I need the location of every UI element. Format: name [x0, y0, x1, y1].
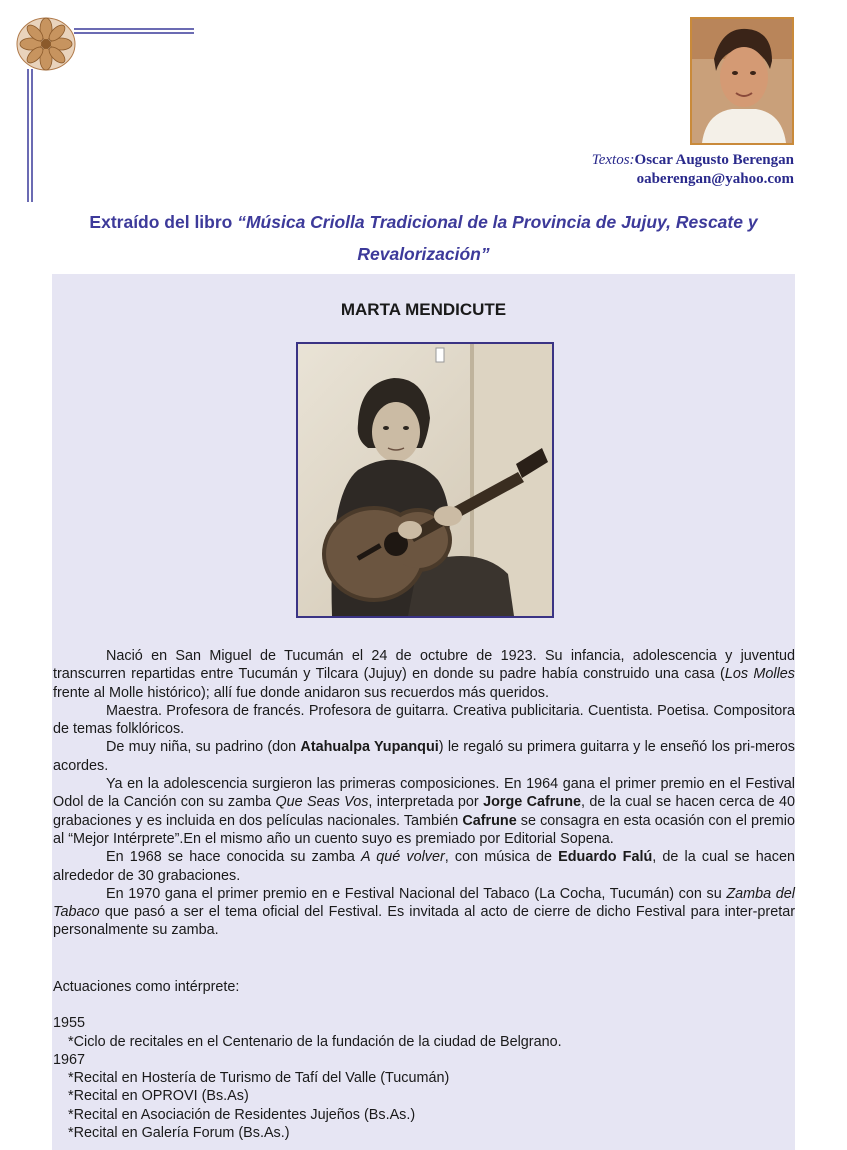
- list-item: *Recital en OPROVI (Bs.As): [68, 1088, 249, 1105]
- text-run: , con música de: [444, 849, 559, 866]
- performances-heading: Actuaciones como intérprete:: [53, 979, 240, 995]
- text-run: ) le regaló su primera guitarra y le enseñó los pri-meros acordes.: [53, 739, 795, 774]
- text-run: De muy niña, su padrino (don: [106, 739, 301, 756]
- text-run: que pasó a ser el tema oficial del Festival. Es invitada al acto de cierre de dicho Festival para inter-pretar personalmente su zamba.: [53, 904, 795, 939]
- rosette-icon: [15, 16, 77, 72]
- text-run-italic: Zamba del Tabaco: [53, 885, 795, 921]
- source-prefix: Extraído del libro: [89, 212, 238, 232]
- author-name: Oscar Augusto Berengan: [634, 152, 794, 168]
- text-run: , interpretada por: [368, 794, 484, 811]
- article-body: [53, 647, 795, 940]
- list-item: *Recital en Asociación de Residentes Jujeños (Bs.As.): [68, 1106, 416, 1123]
- year-label: 1955: [53, 1015, 86, 1032]
- paragraph-professions: Maestra. Profesora de francés. Profesora de guitarra. Creativa publicitaria. Cuentista. Poetisa. Compositora de temas folklóricos.: [53, 702, 795, 738]
- portrait-photo: [296, 342, 554, 618]
- author-email[interactable]: oaberengan@yahoo.com: [636, 171, 794, 187]
- author-credit: [592, 151, 794, 189]
- text-run: , de la cual se hacen alrededor de 30 grabaciones.: [53, 849, 795, 884]
- text-run-bold: Atahualpa Yupanqui: [300, 739, 439, 756]
- text-run-bold: Jorge Cafrune: [483, 794, 581, 811]
- paragraph-1970: [53, 885, 795, 940]
- text-run-bold: Eduardo Falú: [558, 849, 653, 866]
- list-item: *Recital en Galería Forum (Bs.As.): [68, 1125, 290, 1142]
- paragraph-godfather: [53, 738, 795, 775]
- text-run: En 1968 se hace conocida su zamba: [106, 849, 362, 866]
- paragraph-1964: [53, 775, 795, 848]
- source-line: [52, 206, 795, 270]
- text-run: Nació en San Miguel de Tucumán el 24 de octubre de 1923. Su infancia, adolescencia y juventud transcurren repartidas entre Tucumán y Tilcara (Jujuy) en donde su padre había construido una casa (: [53, 648, 795, 683]
- paragraph-1968: [53, 848, 795, 885]
- text-run: se consagra en esta ocasión con el premio al “Mejor Intérprete”.En el mismo año un cuento suyo es premiado por Editorial Sopena.: [53, 812, 795, 847]
- text-run: En 1970 gana el primer premio en e Festival Nacional del Tabaco (La Cocha, Tucumán) con su: [106, 885, 727, 902]
- article-panel: [52, 274, 795, 1150]
- year-label: 1967: [53, 1051, 86, 1068]
- text-run: frente al Molle histórico); allí fue donde anidaron sus recuerdos más queridos.: [53, 684, 549, 701]
- article-title: MARTA MENDICUTE: [340, 300, 507, 319]
- author-photo: [690, 17, 794, 145]
- performances-list: [53, 978, 795, 1142]
- text-run-italic: Que Seas Vos: [275, 794, 369, 811]
- list-item: *Ciclo de recitales en el Centenario de la fundación de la ciudad de Belgrano.: [68, 1033, 562, 1050]
- paragraph-birth: [53, 647, 795, 702]
- list-item: *Recital en Hostería de Turismo de Tafí del Valle (Tucumán): [68, 1070, 450, 1087]
- author-label: Textos:: [591, 152, 635, 168]
- text-run-italic: Los Molles: [724, 666, 795, 683]
- text-run: , de la cual se hacen cerca de 40 grabaciones y es incluida en dos películas nacionales. También: [53, 794, 796, 829]
- text-run: Ya en la adolescencia surgieron las primeras composiciones. En 1964 gana el primer premio en el Festival Odol de la Canción con su zamba: [53, 776, 795, 811]
- book-title: “Música Criolla Tradicional de la Provincia de Jujuy, Rescate y Revalorización”: [237, 212, 758, 264]
- text-run-italic: A qué volver: [361, 849, 445, 866]
- text-run-bold: Cafrune: [462, 812, 517, 829]
